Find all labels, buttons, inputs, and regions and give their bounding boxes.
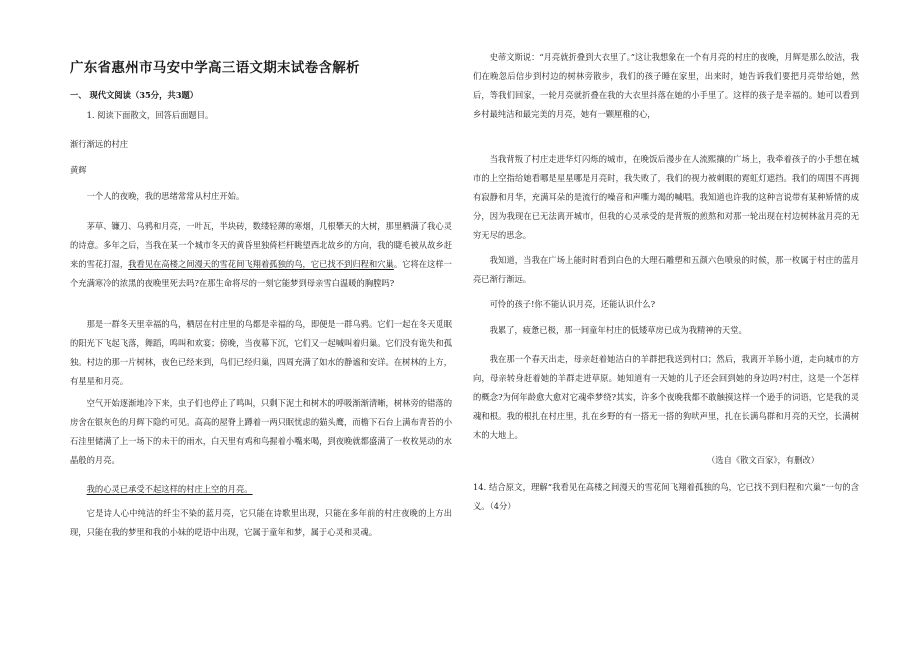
paragraph-5-wrap: [70, 480, 452, 499]
section-heading: 一、 现代文阅读（35分，共3题）: [70, 90, 199, 100]
paragraph-7: 史蒂文斯说：“月亮就折叠到大衣里了。”这让我想象在一个有月亮的村庄的夜晚，月辉是那么皎洁，我们在晚忽后信步到村边的树林旁散步，我们的孩子睡在家里，出来时，她告诉我们要把月亮带给她，然后，等我们回家，一轮月亮就折叠在我的大衣里抖落在她的小手里了。这样的孩子是幸福的。她可以看到乡村最纯洁和最完美的月亮，她有一颗厘稚的心，: [473, 52, 859, 119]
paragraph-10: 可怜的孩子!你不能认识月亮，还能认识什么?: [489, 299, 656, 309]
underlined-key-sentence: 我看见在高楼之间漫天的雪花间飞翔着孤独的鸟，它已找不到归程和穴巢: [128, 259, 394, 269]
question-intro: 1. 阅读下面散文，回答后面题目。: [86, 110, 214, 120]
paragraph-8: 当我背叛了村庄走进华灯闪烁的城市，在晚饭后漫步在人流熙攘的广场上，我牵着孩子的小手想在城市的上空指给她看哪是星星哪是月亮时，我失败了，我们的视力被刺眼的霓虹灯遮挡。我们的周围不再拥有寂静和月华，充满耳朵的是流行的噪音和声嘶力竭的喊唱。我知道也许我的这种言说带有某种矫情的成分，因为我现在已无法离开城市，但我的心灵承受的是背叛的煎熬和对那一轮出现在村边树林盆月亮的无穷无尽的思念。: [473, 154, 859, 240]
paragraph-2-lead: 茅草、镰刀、乌鸦和月亮，一叶瓦，半块砖，数缕轻薄的寒烟，几根攀天的大树，那里栖满了我心灵的诗意。多年之后，当我在某一个城市冬天的黄昏里独倚栏杆眺望西北故乡的方向，我的睫毛被从故乡赶来的雪花打湿，: [70, 221, 452, 269]
paragraph-11: 我累了，疲惫已极，那一间童年村庄的低矮草房已成为我精神的天堂。: [489, 325, 747, 335]
paragraph-5: 我的心灵已承受不起这样的村庄上空的月亮。: [86, 484, 253, 494]
paragraph-1: 一个人的夜晚，我的思绪常常从村庄开始。: [86, 191, 245, 201]
paragraph-9: 我知道，当我在广场上能时时看到白色的大理石雕塑和五颜六色喷泉的时候，那一枚属于村庄的蓝月亮已渐行渐远。: [473, 255, 859, 284]
essay-title: 渐行渐远的村庄: [70, 139, 129, 149]
paragraph-12: 我在那一个春天出走，母亲赶着她洁白的羊群把我送到村口；然后，我离开羊肠小道，走向城市的方向，母亲转身赶着她的羊群走进草原。她知道有一天她的儿子还会回到她的身边吗?村庄，这是一个怎样的概念?为何年龄愈大愈对它魂牵梦绕?其实，许多个夜晚我都不敢触摸这样一个逊手的词语，它是我的灵魂和根。我的根扎在村庄里，扎在乡野的有一搭无一搭的狗吠声里，扎在长满鸟群和月亮的天空，长满树木的大地上。: [473, 354, 859, 440]
paragraph-6: 它是诗人心中纯洁的纤尘不染的蓝月亮，它只能在诗歌里出现，只能在多年前的村庄夜晚的上方出现，只能在我的梦里和我的小妹的呓语中出现，它属于童年和梦，属于心灵和灵魂。: [70, 508, 452, 537]
paragraph-2-tail: 。它将在这样一个充满寒冷的浓黑的夜晚里死去吗?在那生命将尽的一刻它能梦到母亲雪白温暖的胸膛吗?: [70, 259, 452, 288]
paragraph-2: [70, 217, 452, 293]
question-14: 14. 结合原文，理解“我看见在高楼之间漫天的雪花间飞翔着孤独的鸟，它已找不到归程和穴巢”一句的含义。（4分）: [473, 482, 859, 511]
paragraph-4: 空气开始逐渐地冷下来，虫子们也停止了鸣叫，只剩下泥土和树木的呼吸渐渐清晰，树林旁的错落的房舍在银灰色的月辉下隐约可见。高高的屋脊上蹲着一两只眠忧虑的猫头鹰，而檐下石台上满布青苔的小石洼里储满了上一场下的未干的雨水，白天里有鸡和鸟握着小嘴来喝，到夜晚就都盛满了一枚枚晃动的水晶般的月亮。: [70, 398, 452, 465]
essay-author: 黄辉: [70, 165, 87, 175]
paragraph-3: 那是一群冬天里幸福的鸟，栖居在村庄里的鸟都是幸福的鸟，即便是一群乌鸦。它们一起在冬天觅眠的阳光下飞起飞落，舞蹈，鸣叫和欢宴；傍晚，当夜幕下沉，它们又一起喊叫着归巢。它们没有诡失和孤独。村边的那一片树林，夜色已经来到，鸟们已经归巢，四周充满了如水的静谧和安详。在树林的上方，有星星和月亮。: [70, 319, 452, 386]
document-title: 广东省惠州市马安中学高三语文期末试卷含解析: [70, 60, 360, 76]
source-citation: （选自《散文百家》，有删改）: [706, 455, 819, 465]
